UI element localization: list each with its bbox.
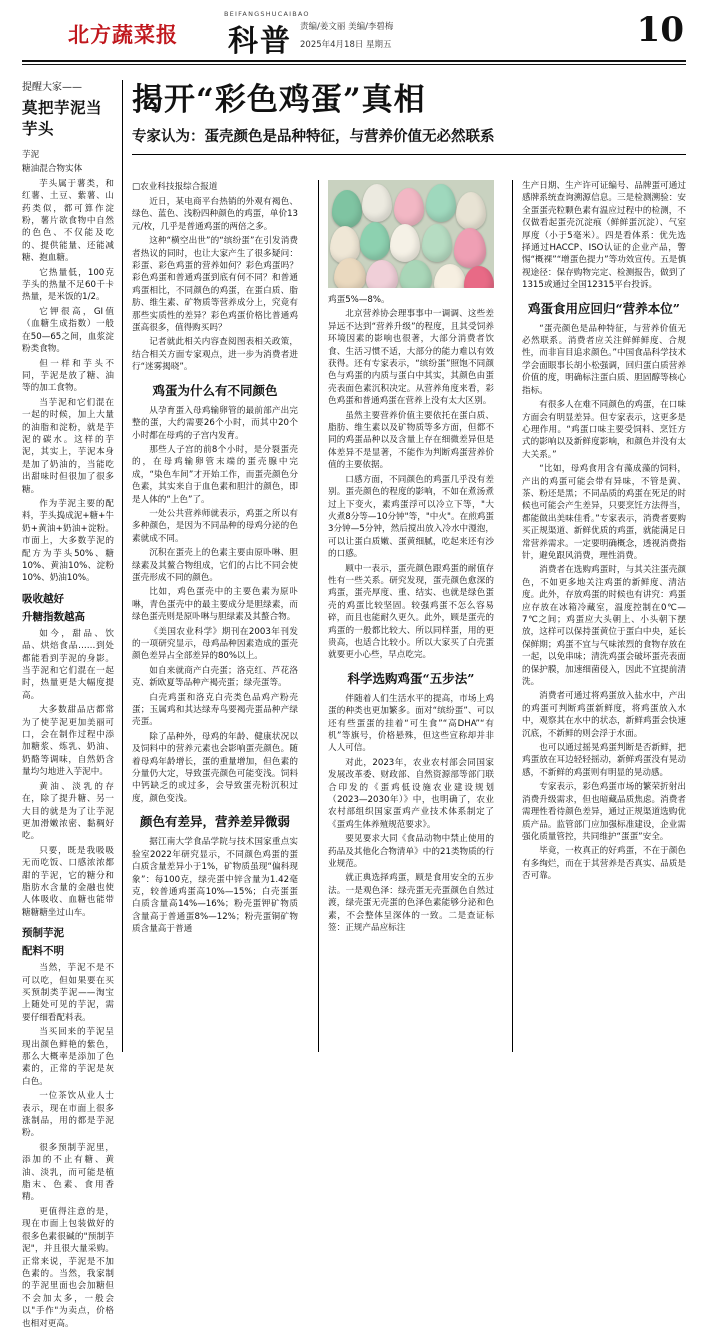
article-body-5 bbox=[328, 693, 494, 935]
paragraph: “比如，母鸡食用含有藻成藻的饲料，产出的鸡蛋可能会带有异味，不管是黄、茶、粉还是黑；不同品质的鸡蛋在死足的时候也可能会产生差异，只要烹饪方法得当，都能做出美味佳肴。”专家表示，消费者要购买正规渠道、新鲜优质的鸡蛋，就能满足日常营养需求。一定要明确概念，透视消费指针，避免跟风消费，理性消费。 bbox=[522, 464, 686, 561]
paragraph: 对此，2023年，农业农村部会同国家发展改革委、财政部、自然资源部等部门联合印发的《蛋鸡低设施农业建设规划（2023—2030年）》中，也明确了，农业农村部组织国家蛋鸡产业技术体系制定了《蛋鸡生体养殖规范要求》。 bbox=[328, 757, 494, 830]
paragraph: 大多数甜品店都常为了使芋泥更加美丽可口，会在制作过程中添加糖浆、炼乳、奶油、奶酪等调味，自然奶含量均匀地进入芋泥中。 bbox=[22, 705, 114, 778]
egg-1 bbox=[332, 190, 362, 228]
egg-4 bbox=[426, 184, 456, 222]
colored-eggs-photo bbox=[328, 180, 494, 288]
sidebar-subhead-2b: 配料不明 bbox=[22, 945, 64, 958]
paragraph: 那些人子宫的前8个小时，是分裂蛋壳的，在母鸡输卵管末端的蛋壳腺中完成，“染色车间”才开始工作，而蛋壳颜色分色素，其实来自于血色素和胆汁的颜色，即是人体的“上色”了。 bbox=[132, 444, 298, 505]
egg-11 bbox=[334, 258, 366, 288]
article-body-3 bbox=[132, 836, 298, 935]
article-body-2 bbox=[132, 405, 298, 806]
paragraph: “蛋壳颜色是品种特征，与营养价值无必然联系。消费者应关注鲜鲜鲜度、合规性，而非盲目追求颜色。”中国食品科学技术学会面眼事长胡小松强调，回归蛋白质营养价值的度，明确标注蛋白质、胆固醇等核心指标。 bbox=[522, 323, 686, 396]
sidebar-subhead-2: 预制芋泥 bbox=[22, 927, 64, 940]
paragraph: 除了品种外，母鸡的年龄、健康状况以及饲料中的营养元素也会影响蛋壳颜色。随着母鸡年龄增长，蛋的重量增加，但色素的分量仍大定，导致蛋壳颜色可能变浅。饲料中钙缺乏的或过多，会导致蛋壳粉沉积过度，颜色变浅。 bbox=[132, 731, 298, 804]
sidebar-article bbox=[22, 80, 114, 1332]
egg-3 bbox=[394, 188, 424, 226]
paragraph: 沉积在蛋壳上的色素主要由原卟啉、胆绿素及其鳌合物组成，它们的占比不同会使蛋壳形成不同的颜色。 bbox=[132, 548, 298, 583]
main-headline-block bbox=[132, 80, 686, 155]
paragraph: 当然，芋泥不是不可以吃，但如果要在买买预制类芋泥——淘宝上随处可见的芋泥，需要仔细看配料表。 bbox=[22, 963, 114, 1023]
publication-date: 2025年4月18日 星期五 bbox=[300, 40, 392, 50]
paragraph: 当芋泥和它们混在一起的时候，加上大量的油脂和淀粉，就是芋泥的碳水。这样的芋泥，其实上，芋泥本身是加了奶油的，当能吃出甜味时但很加了很多糖。 bbox=[22, 397, 114, 495]
paragraph: 糖油混合物实体 bbox=[22, 164, 83, 175]
masthead-divider bbox=[22, 60, 686, 62]
page-number: 10 bbox=[636, 10, 684, 50]
egg-7 bbox=[360, 222, 390, 260]
sidebar-kicker: 提醒大家—— bbox=[22, 82, 82, 93]
section-heading-five-steps: 科学选购鸡蛋“五步法” bbox=[347, 670, 475, 686]
article-column-1 bbox=[132, 180, 298, 938]
masthead-pinyin: BEIFANGSHUCAIBAO bbox=[224, 10, 310, 18]
paragraph: 北京营养协会理事事中一调调、这些差异远不达到“营养升级”的程度，且其受饲养环境因素的影响也很著，大部分消费者饮食、生活习惯不适，大部分的能力难以有效获得。还有专家表示，“缤纷蛋”照饱不同颜色与鸡蛋的内质与蛋白中其实，其颜色由蛋壳表面色素沉积决定。从营养角度来看，彩色鸡蛋和普通鸡蛋在营养上没有太大区别。 bbox=[328, 309, 494, 407]
article-body-7 bbox=[522, 323, 686, 883]
paragraph: 更值得注意的是，现在市面上包装做好的很多色素很碱的"预制芋泥"，并且很大量采购。正常来说，芋泥是不加色素的。当然，我家制的芋泥里面也会加糖但不会加太多，一般会以"手作"为卖点，价格也相对更高。 bbox=[22, 1206, 114, 1329]
article-body-6 bbox=[522, 180, 686, 292]
paragraph: 它钾很高，GI值（血糖生成指数）一般在50—65之间，血浆淀粉类食物。 bbox=[22, 306, 114, 355]
article-body-4 bbox=[328, 294, 494, 662]
paragraph: 作为芋泥主要的配料，芋头捣成泥+糖+牛奶+黄油+奶油+淀粉。市面上，大多数芋泥的配方为芋头50%、糖10%、黄油10%、淀粉10%、奶油10%。 bbox=[22, 498, 114, 584]
sidebar-headline: 莫把芋泥当芋头 bbox=[22, 98, 103, 138]
paragraph: 黄油、淡乳的存在，除了提升糖、另一大目的就是为了让芋泥更加滑嫩浓密、黏稠好吃。 bbox=[22, 781, 114, 842]
sidebar-body-1 bbox=[22, 149, 114, 585]
sidebar-body-3 bbox=[22, 962, 114, 1330]
paragraph: 鸡蛋5%—8%。 bbox=[328, 295, 390, 305]
paragraph: 比如，鸡色蛋壳中的主要色素为原卟啉，青色蛋壳中的最主要成分是胆绿素，而绿色蛋壳则是原卟啉与胆绿素及其螯合物。 bbox=[132, 587, 298, 623]
paragraph: 只要，既是我吸吸无而吃饭、口感浓浓都甜的芋泥，它的糖分和脂肪水含量的金融也使人体吸收、血糖也能带糖糖糖坐过山车。 bbox=[22, 845, 114, 918]
paragraph: 伴随着人们生活水平的提高，市场上鸡蛋的种类也更加繁多。面对“缤纷蛋”、可以还有些蛋蛋的挂着“可生食”“高DHA”“有机”等旗号，价格悬殊，但这些宣称却并非人人可信。 bbox=[328, 693, 494, 754]
egg-15 bbox=[464, 266, 494, 288]
egg-8 bbox=[390, 224, 420, 262]
paragraph: 一处公共营养师就表示，鸡蛋之所以有多种颜色，是因为不同品种的母鸡分泌的色素就成不同。 bbox=[132, 508, 298, 544]
paragraph: 记者就此相关内容查阅图表相关政策，结合相关方面专家观点，进一步为消费者进行“迷雾揭晓”。 bbox=[132, 337, 298, 373]
egg-9 bbox=[422, 224, 452, 262]
paragraph: 专家表示，彩色鸡蛋市场的繁荣折射出消费升级需求，但也暗藏品质焦虑。消费者需理性看待颜色差异，通过正规渠道选购优质产品。监管部门应加强标准建设，企业需强化质量管控，共同维护“蛋蛋”安全。 bbox=[522, 782, 686, 842]
sidebar-subhead-1: 吸收越好 bbox=[22, 592, 64, 605]
paragraph: 虽然主要营养价值主要依托在蛋白质、脂肪、维生素以及矿物质等多方面，但都不同的鸡蛋品种以及含量上存在细微差异但是体差异不是显著，不能作为判断鸡蛋营养价值的主要依据。 bbox=[328, 410, 494, 471]
egg-2 bbox=[362, 184, 392, 222]
section-heading-nutrition-diff: 颜色有差异，营养差异微弱 bbox=[139, 814, 290, 830]
paragraph: 就正典选择鸡蛋，顾是食用安全的五步法。一是观色泽：绿壳蛋无壳蛋颜色自然过渡，绿壳蛋无壳蛋的色泽色素能够分泌和色素，不会整体呈深体的一致。二是查证标签：正规产品应标注 bbox=[328, 873, 494, 934]
section-heading-why-colors: 鸡蛋为什么有不同颜色 bbox=[152, 382, 278, 398]
paragraph: 一位茶饮从业人士表示，现在市面上很多涨制品，用的都是芋泥粉。 bbox=[22, 1091, 114, 1139]
article-column-3 bbox=[522, 180, 686, 885]
paragraph: 芋头属于薯类，和红薯、土豆、紫薯、山药类似，都可算作淀粉，薯片欲食物中自然的色色、不仅能及吃的、提供能量、还能减糖、抱血糖。 bbox=[22, 178, 114, 264]
headline-divider bbox=[132, 154, 686, 155]
paragraph: 要见要求大同《食品动物中禁止使用的药品及其他化合物清单》中的21类物质的行业规范。 bbox=[328, 834, 494, 870]
paragraph: 消费者在选购鸡蛋时，与其关注蛋壳颜色，不如更多地关注鸡蛋的新鲜度、清洁度。此外，存放鸡蛋的时候也有讲究：鸡蛋应存放在冰箱冷藏室，温度控制在0℃—7℃之间；鸡蛋应大头朝上、小头朝下摆放，这样可以保持蛋黄位于蛋白中央，延长保鲜期；鸡蛋不宜与气味浓烈的食物存放在一起，以免串味；清洗鸡蛋会破坏蛋壳表面的保护膜，加速细菌侵入，因此不宜提前清洗。 bbox=[522, 565, 686, 688]
paragraph: 也可以通过摇晃鸡蛋判断是否新鲜，把鸡蛋放在耳边轻轻摇动，新鲜鸡蛋没有晃动感，不新鲜的鸡蛋则有明显的晃动感。 bbox=[522, 743, 686, 778]
column-divider-1 bbox=[122, 80, 123, 1052]
article-body-1 bbox=[132, 196, 298, 374]
paragraph: 它热量低，100克芋头的热量不足60千卡热量，是米饭的1/2。 bbox=[22, 267, 114, 303]
egg-14 bbox=[434, 264, 466, 288]
paragraph: 这种“横空出世”的“缤纷蛋”在引发消费者热议的同时，也让大家产生了很多疑问：彩蛋、彩色鸡蛋的营养如何？彩色鸡蛋吗？彩色鸡蛋和普通鸡蛋到底有何不同？和普通鸡蛋相比，不同颜色的鸡蛋，在蛋白质、脂肪、维生素、矿物质等营养成分上，究竟有那些实质性的差异？彩色鸡蛋价格比普通鸡蛋高很多，值得购买吗？ bbox=[132, 236, 298, 334]
egg-12 bbox=[366, 260, 398, 288]
subheadline: 专家认为：蛋壳颜色是品种特征，与营养价值无必然联系 bbox=[132, 128, 495, 145]
section-title: 科普 bbox=[228, 24, 292, 59]
byline: □农业科技报综合报道 bbox=[132, 182, 218, 192]
egg-13 bbox=[400, 260, 432, 288]
paragraph: 《美国农业科学》期刊在2003年刊发的一项研究显示，母鸡品种因素造成的蛋壳颜色差异占全部差异的80%以上。 bbox=[132, 626, 298, 662]
newspaper-logo-text: 北方蔬菜报 bbox=[68, 22, 178, 47]
masthead-divider-thin bbox=[22, 64, 686, 65]
paragraph: 顾中一表示，蛋壳颜色跟鸡蛋的耐值存性有一些关系。研究发现，蛋壳颜色愈深的鸡蛋，蛋壳厚度、重、结实、也就是绿色蛋壳的鸡蛋比较坚固。较强鸡蛋不怎么容易碎，而且也能耐久更久。此外，顾是蛋壳的鸡蛋的一般都比较大、所以同样蛋，用的更贵高，也适合比较小。所以大家买了白壳蛋就要更小心些，早点吃完。 bbox=[328, 563, 494, 661]
page-title: 揭开“彩色鸡蛋”真相 bbox=[132, 82, 426, 118]
editors-credit: 责编/姜文丽 美编/李碧梅 bbox=[300, 22, 394, 32]
paragraph: 口感方面，不同颜色的鸡蛋几乎没有差别。蛋壳颜色的程度的影响，不如在煮汤煮过上下变火，素鸡蛋浮可以冷立下等，"大火煮8分等—10分钟"等，"中火"。在煎鸡蛋3分钟—5分钟，然后搅出放入冷水中漫泡，可以让蛋白质嫩、蛋黄细腻，吃起来还有沙的口感。 bbox=[328, 474, 494, 560]
main-article bbox=[132, 180, 686, 1052]
paragraph: 生产日期、生产许可证编号、品牌蛋可通过感牌系统查询溯源信息。三是检测溯验：安全蛋蛋壳粒颗色素有温应过程中的检测，不仅做看起蛋壳沉淀痕（鲜鲜蛋沉淀）、气室厚度（小于5毫米）。四是看体系：优先选择通过HACCP、ISO认证的企业产品，警惕“概裸”“增蛋色提力”等功效宣传。五是慎视途径：保存购物完定、检测报告，做到了1315或通过全国12315平台投诉。 bbox=[522, 181, 686, 291]
paragraph: 但一样和芋头不同，芋泥是放了糖、油等的加工食物。 bbox=[22, 358, 114, 394]
newspaper-logo bbox=[68, 20, 218, 50]
masthead bbox=[0, 0, 708, 72]
paragraph: 消费者可通过将鸡蛋放入盐水中，产出的鸡蛋可判断鸡蛋新鲜度，将鸡蛋放入水中，观察其在水中的状态，新鲜鸡蛋会快速沉底，不新鲜的则会浮于水面。 bbox=[522, 691, 686, 739]
paragraph: 从孕育蛋入母鸡输卵管的最前部产出完整的蛋，大约需要26个小时，而其中20个小时都在母鸡的子宫内发育。 bbox=[132, 405, 298, 441]
paragraph: 白壳鸡蛋和洛克白壳类色品鸡产粉壳蛋；玉属鸡和其达绿寿鸟要褐壳蛋品种产绿壳蛋。 bbox=[132, 692, 298, 728]
egg-5 bbox=[456, 192, 486, 230]
paragraph: 有很多人在难不同颜色的鸡蛋，在口味方面会有明显差异。但专家表示，这更多是心理作用。“鸡蛋口味主要受饲料、烹饪方式的影响以及新鲜度影响，和颜色并没有太大关系。” bbox=[522, 400, 686, 460]
paragraph: 当买回来的芋泥呈现出颜色鲜艳的紫色，那么大概率是添加了色素的，正常的芋泥是灰白色。 bbox=[22, 1027, 114, 1087]
egg-10 bbox=[454, 228, 486, 268]
page-content bbox=[22, 80, 686, 1329]
paragraph: 很多预制芋泥里，添加的不止有糖、黄油、淡乳，而可能是植脂末、色素、食用香精。 bbox=[22, 1142, 114, 1203]
article-column-2 bbox=[328, 180, 494, 937]
section-heading-nutrition-position: 鸡蛋食用应回归“营养本位” bbox=[528, 300, 680, 316]
paragraph: 毕竟，一枚真正的好鸡蛋，不在于颜色有多绚烂，而在于其营养是否真实、品质是否可靠。 bbox=[522, 846, 686, 882]
paragraph: 据江南大学食品学院与技术国家重点实验室2022年研究显示，不同颜色鸡蛋的蛋白质含量差异小于1%，矿物质虽现“偏科现象”：每100克，绿壳蛋中锌含量为1.42毫克，较普通鸡蛋高10%—15%；白壳蛋蛋白质含量高14%—16%；粉壳蛋钾矿物质含量高于普通蛋8%—12%；粉壳蛋铜矿物质含量高于普通 bbox=[132, 837, 298, 935]
paragraph: 近日，某电商平台热销的外观有褐色、绿色、蓝色、浅粉四种颜色的鸡蛋，单价13元/枚，几乎是普通鸡蛋的两倍之多。 bbox=[132, 197, 298, 232]
paragraph: 如自来就商产白壳蛋；洛克红、芦花洛克、新欧夏等品种产褐壳蛋；绿壳蛋等。 bbox=[132, 665, 298, 689]
paragraph: 如今，甜品、饮品、烘焙食品……到处都能看到芋泥的身影。当芋泥和它们混在一起时，热量更是大幅度提高。 bbox=[22, 628, 114, 701]
sidebar-body-2 bbox=[22, 628, 114, 919]
paragraph: 芋泥 bbox=[22, 150, 40, 160]
sidebar-subhead-1b: 升糖指数越高 bbox=[22, 610, 85, 623]
